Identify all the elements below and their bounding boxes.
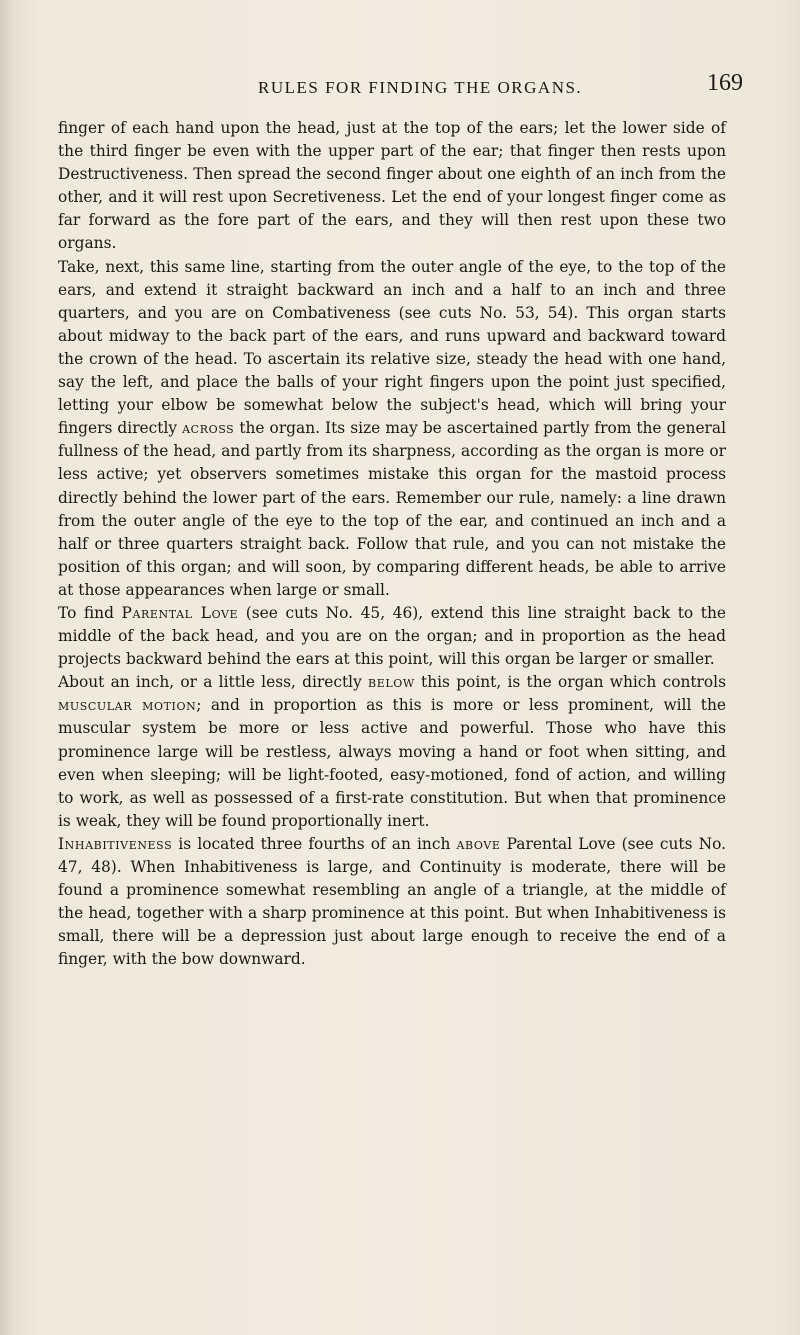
paragraph-1: finger of each hand upon the head, just at the top of the ears; let the lower side of the third finger be even with the upper part of the ear; that finger then rests upon Destructiveness. Then spread the second finger about one eighth of an inch from the other, and it will rest upon Secretiveness. Let the end of your longest finger come as far forward as the fore part of the ears, and they will then rest upon these two organs. [58, 119, 726, 253]
running-head [0, 70, 800, 110]
term-inhabitiveness: Inhabitiveness [58, 834, 173, 853]
emphasis-below: below [368, 673, 415, 692]
paragraph-5 [58, 833, 726, 972]
paragraph-4-text-end: ; and in proportion as this is more or less prominent, will the muscular system be more or less active and powerful. Those who have this prominence large will be restless, always moving a hand or foot when sitting, and even when sleeping; will be light-footed, easy-motioned, fond of action, and willing to work, as well as possessed of a first-rate constitution. But when that prominence is weak, they will be found proportionally inert. [58, 696, 726, 830]
emphasis-across: across [182, 419, 235, 438]
paragraph-3-text-end: (see cuts No. 45, 46), extend this line straight back to the middle of the back head, and you are on the organ; and in proportion as the head projects backward behind the ears at this point, will this organ be larger or smaller. [58, 603, 726, 669]
page-gutter-shadow [0, 0, 14, 1335]
paragraph-4 [58, 671, 726, 833]
page-number: 169 [707, 70, 743, 96]
term-muscular-motion: muscular motion [58, 696, 197, 715]
paragraph-3 [58, 602, 726, 671]
paragraph-3-text: To find [58, 603, 122, 622]
paragraph-5-text-mid: is located three fourths of an inch [172, 834, 457, 853]
body-text [58, 117, 726, 1227]
paragraph-2 [58, 256, 726, 602]
term-parental-love: Parental Love [121, 603, 239, 622]
emphasis-above: above [456, 834, 501, 853]
paragraph-4-text: About an inch, or a little less, directly [58, 673, 369, 692]
paragraph-2-text: Take, next, this same line, starting from the outer angle of the eye, to the top of the ears, and extend it straight backward an inch and a half to an inch and three quarters, and you are on Combativeness (see cuts No. 53, 54). This organ starts about midway to the back part of the ears, and runs upward and backward toward the crown of the head. To ascertain its relative size, steady the head with one hand, say the left, and place the balls of your right fingers upon the point just specified, letting your elbow be somewhat below the subject's head, which will bring your fingers directly [58, 257, 726, 438]
running-title: RULES FOR FINDING THE ORGANS. [258, 78, 583, 97]
paragraph-2-text-end: the organ. Its size may be ascertained partly from the general fullness of the head, and partly from its sharpness, according as the organ is more or less active; yet observers sometimes mistake this organ for the mastoid process directly behind the lower part of the ears. Remember our rule, namely: a line drawn from the outer angle of the eye to the top of the ear, and continued an inch and a half or three quarters straight back. Follow that rule, and you can not mistake the position of this organ; and will soon, by comparing different heads, be able to arrive at those appearances when large or small. [58, 419, 727, 599]
paragraph-5-text-end: Parental Love (see cuts No. 47, 48). When Inhabitiveness is large, and Continuity is moderate, there will be found a prominence somewhat resembling an angle of a triangle, at the middle of the head, together with a sharp prominence at this point. But when Inhabitiveness is small, there will be a depression just about large enough to receive the end of a finger, with the bow downward. [58, 834, 726, 969]
paragraph-4-text-mid: this point, is the organ which controls [414, 673, 726, 692]
